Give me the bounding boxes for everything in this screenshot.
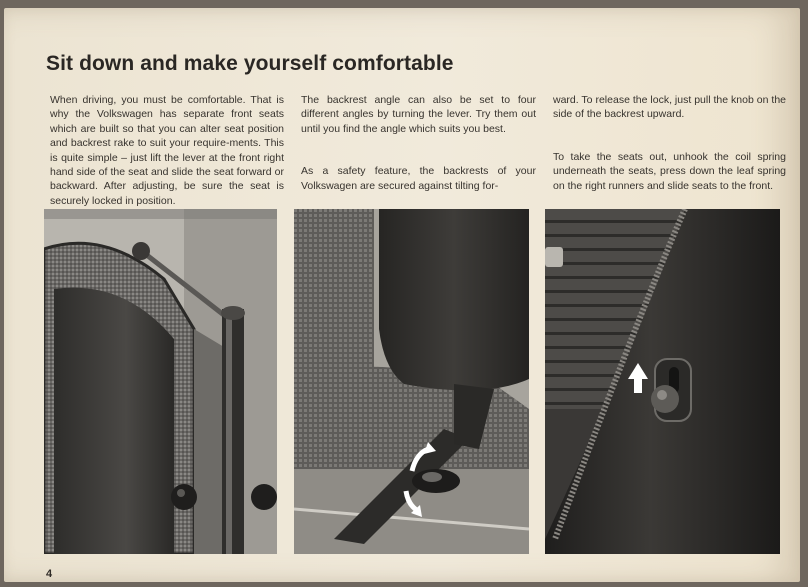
photo-backrest-lever: [294, 209, 529, 554]
paragraph-release-lock: ward. To release the lock, just pull the knob on the side of the backrest upward.: [553, 94, 786, 121]
paragraph-backrest-angle: The backrest angle can also be set to four different angles by turning the lever. Try them out until you find the angle which suits you best.: [301, 94, 536, 135]
paragraph-remove-seats: To take the seats out, unhook the coil spring underneath the seats, press down the leaf spring on the right runners and slide seats to the front.: [553, 150, 786, 192]
text-column-2: [301, 93, 536, 193]
photo-seat-lever: [44, 209, 277, 554]
paragraph-seat-adjustment: When driving, you must be comfortable. That is why the Volkswagen has separate front seats which are built so that you can alter seat position and backrest rake to suit your require-ments. This is quite simple – just lift the lever at the front right hand side of the seat and slide the seat forward or backward. After adjusting, be sure the seat is securely locked in position.: [50, 94, 284, 207]
text-column-3: [553, 93, 786, 193]
page-number: 4: [46, 568, 53, 580]
photo-backrest-knob: [545, 209, 780, 554]
paragraph-safety-feature: As a safety feature, the backrests of your Volkswagen are secured against tilting for-: [301, 165, 536, 192]
text-column-1: [50, 93, 284, 208]
page-title: Sit down and make yourself comfortable: [46, 52, 454, 75]
